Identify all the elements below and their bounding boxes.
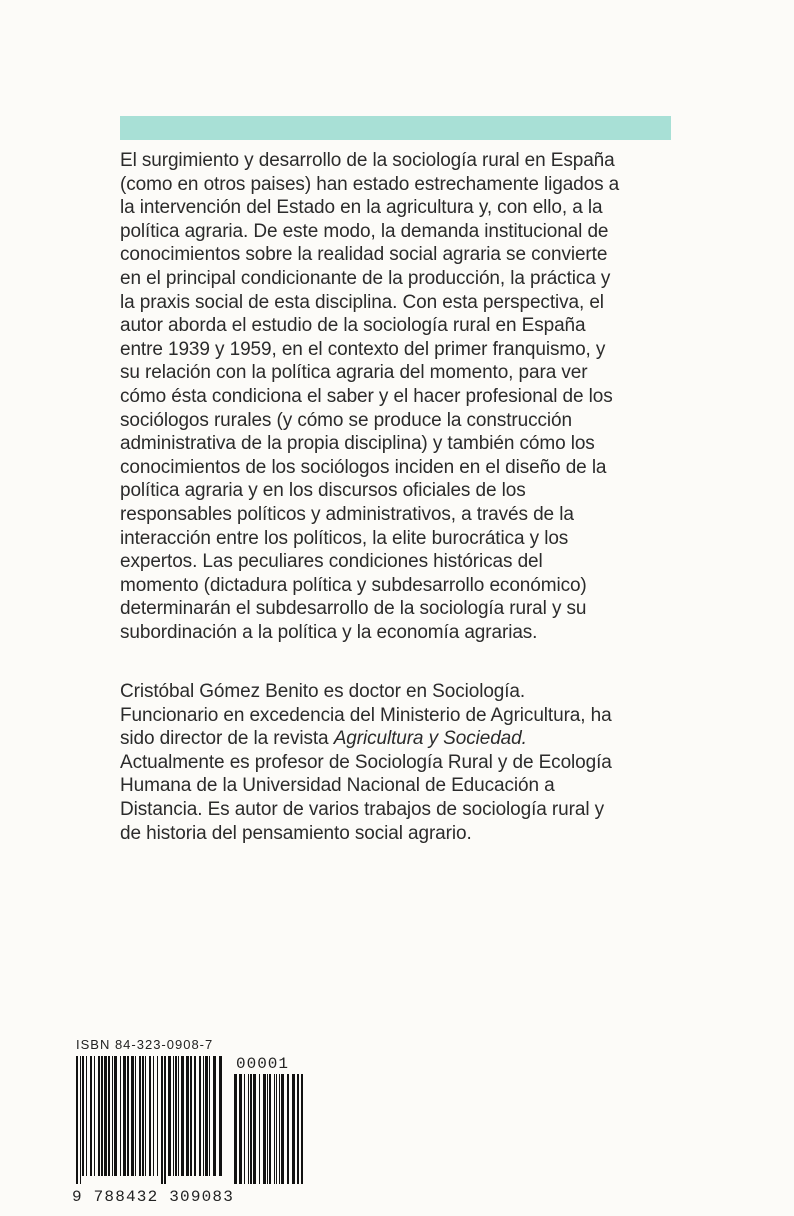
barcode-bar (205, 1056, 208, 1176)
addon-barcode (232, 1074, 306, 1184)
barcode-bar (90, 1056, 92, 1176)
barcode-bar (131, 1056, 134, 1176)
barcode-bar (94, 1056, 95, 1176)
synopsis-line: (como en otros paises) han estado estrechamente ligados a (120, 173, 620, 195)
bio-line: de historia del pensamiento social agrario. (120, 822, 472, 844)
barcode-bar (281, 1074, 284, 1184)
synopsis-line: El surgimiento y desarrollo de la sociología rural en España (120, 150, 615, 171)
synopsis-line: entre 1939 y 1959, en el contexto del primer franquismo, y (120, 338, 606, 360)
barcode-bar (244, 1074, 245, 1184)
journal-title: Agricultura y Sociedad. (333, 728, 527, 750)
synopsis-line: la intervención del Estado en la agricultura y, con ello, a la (120, 197, 603, 219)
barcode-bar (149, 1056, 151, 1176)
synopsis-line: autor aborda el estudio de la sociología rural en España (120, 315, 586, 337)
barcode-bar (161, 1056, 163, 1184)
synopsis-line: cómo ésta condiciona el saber y el hacer profesional de los (120, 385, 613, 407)
bio-text: sido director de la revista (120, 728, 334, 750)
barcode-bar (259, 1074, 260, 1184)
bio-line: Cristóbal Gómez Benito es doctor en Sociología. (120, 681, 526, 702)
barcode-bar (209, 1056, 210, 1176)
synopsis-line: administrativa de la propia disciplina) y también cómo los (120, 433, 595, 455)
synopsis-line: en el principal condicionante de la producción, la práctica y (120, 267, 611, 289)
barcode-bar (269, 1074, 271, 1184)
barcode-bar (173, 1056, 174, 1176)
bio-line: Distancia. Es autor de varios trabajos de sociología rural y (120, 798, 605, 820)
barcode-bar (127, 1056, 129, 1176)
barcode-bar (142, 1056, 144, 1176)
barcode-bar (267, 1074, 268, 1184)
synopsis-line: responsables políticos y administrativos, a través de la (120, 503, 574, 525)
synopsis-line: sociólogos rurales (y cómo se produce la construcción (120, 409, 572, 431)
barcode-bar (250, 1074, 252, 1184)
barcode-bar (86, 1056, 87, 1176)
barcode-bar (274, 1074, 275, 1184)
barcode-bar (112, 1056, 113, 1176)
barcode-bar (287, 1074, 289, 1184)
synopsis-line: la praxis social de esta disciplina. Con esta perspectiva, el (120, 291, 604, 313)
barcode-bar (108, 1056, 110, 1176)
synopsis-line: política agraria. De este modo, la demanda institucional de (120, 220, 609, 242)
synopsis-line: política agraria y en los discursos oficiales de los (120, 480, 526, 502)
barcode-bar (190, 1056, 192, 1176)
barcode-bar (253, 1074, 256, 1184)
barcode-bar (248, 1074, 249, 1184)
barcode-bar (175, 1056, 177, 1176)
barcode-bar (292, 1074, 295, 1184)
barcode-bar (114, 1056, 117, 1176)
barcode-bar (135, 1056, 136, 1176)
synopsis-line: interacción entre los políticos, la elite burocrática y los (120, 527, 569, 549)
bio-line: Funcionario en excedencia del Ministerio de Agricultura, ha (120, 704, 612, 726)
barcode-bar (199, 1056, 201, 1176)
barcode-bar (297, 1074, 299, 1184)
barcode-bar (263, 1074, 266, 1184)
synopsis-line: su relación con la política agraria del momento, para ver (120, 362, 588, 384)
synopsis-line: conocimientos de los sociólogos inciden en el diseño de la (120, 456, 607, 478)
barcode-bar (98, 1056, 100, 1176)
author-bio (120, 680, 675, 845)
synopsis-line: momento (dictadura política y subdesarrollo económico) (120, 574, 587, 596)
barcode-bar (178, 1056, 179, 1176)
barcode-bar (76, 1056, 78, 1184)
barcode-bar (139, 1056, 141, 1176)
barcode-bar (123, 1056, 126, 1176)
barcode-bar (157, 1056, 158, 1176)
barcode-bar (301, 1074, 303, 1184)
addon-digits: 00001 (236, 1055, 290, 1073)
barcode-bar (213, 1056, 216, 1176)
barcode-bar (234, 1074, 237, 1184)
barcode-bar (104, 1056, 107, 1176)
barcode-bar (194, 1056, 196, 1176)
barcode-bar (120, 1056, 121, 1176)
barcode-bar (145, 1056, 146, 1176)
barcode-bar (168, 1056, 171, 1176)
synopsis-line: expertos. Las peculiares condiciones históricas del (120, 551, 543, 573)
barcode-bar (80, 1056, 81, 1184)
synopsis-line: subordinación a la política y la economía agrarias. (120, 621, 538, 643)
bio-line: Humana de la Universidad Nacional de Educación a (120, 775, 555, 797)
isbn-label: ISBN 84-323-0908-7 (76, 1037, 214, 1052)
barcode-bar (101, 1056, 103, 1176)
barcode-bar (239, 1074, 242, 1184)
synopsis-line: determinarán el subdesarrollo de la sociología rural y su (120, 598, 587, 620)
bio-line: Actualmente es profesor de Sociología Rural y de Ecología (120, 751, 612, 773)
synopsis-paragraph (120, 149, 675, 644)
barcode-bar (164, 1056, 166, 1184)
bio-line (120, 727, 675, 751)
barcode-bar (181, 1056, 184, 1176)
barcode-bar (82, 1056, 84, 1176)
barcode-bar (219, 1056, 222, 1176)
barcode-bar (279, 1074, 280, 1184)
synopsis-line: conocimientos sobre la realidad social agraria se convierte (120, 244, 608, 266)
barcode-digits: 9 788432 309083 (72, 1188, 235, 1206)
barcode-bar (203, 1056, 204, 1176)
barcode-bar (153, 1056, 154, 1176)
barcode-bar (186, 1056, 189, 1176)
barcode-bar (276, 1074, 277, 1184)
ean-barcode (74, 1056, 224, 1184)
accent-bar (120, 116, 671, 140)
